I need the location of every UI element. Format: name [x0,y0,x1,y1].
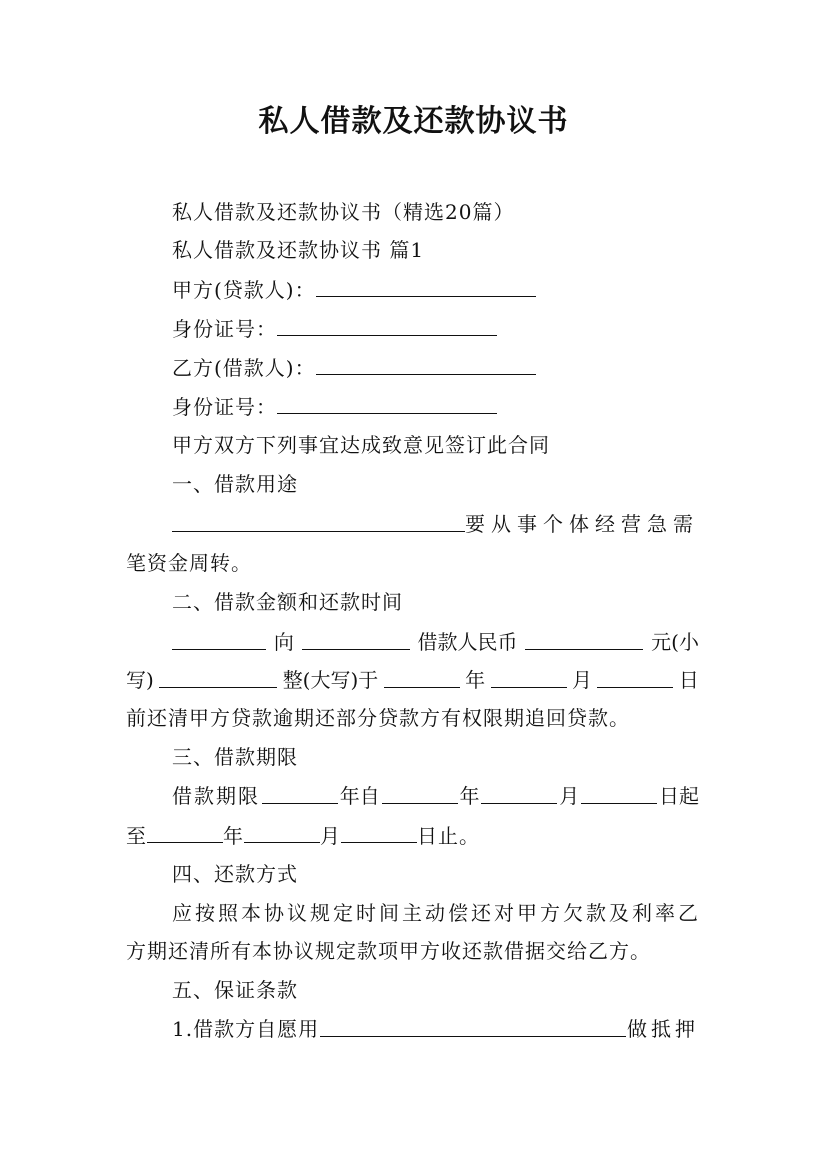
id-b-line [172,391,497,422]
section-2-text-g: 月 [572,668,593,692]
term-years-blank[interactable] [262,781,338,804]
part-label: 私人借款及还款协议书 篇1 [172,238,425,262]
document-subtitle: 私人借款及还款协议书（精选20篇） [172,200,515,224]
repay-year-blank[interactable] [384,665,460,688]
section-5-heading: 五、保证条款 [172,978,298,1002]
end-day-blank[interactable] [341,820,417,843]
section-2-text-c: 元(小 [651,630,699,654]
section-3-line-1 [172,781,699,811]
amount-words-blank[interactable] [159,665,277,688]
document-title: 私人借款及还款协议书 [258,104,569,139]
section-2-text-d: 写) [126,668,154,692]
section-2-text-e: 整(大写)于 [282,668,379,692]
section-4-line-1: 应按照本协议规定时间主动偿还对甲方欠款及利率乙 [172,901,701,925]
section-2-text-h: 日 [678,668,699,692]
section-2-line-2 [126,665,699,695]
section-3-text-b: 年自 [339,784,380,808]
section-3-text-g: 年 [223,824,244,848]
section-2-text-f: 年 [465,668,486,692]
start-day-blank[interactable] [581,781,657,804]
end-month-blank[interactable] [244,820,320,843]
end-year-blank[interactable] [147,820,223,843]
party-a-label: 甲方(贷款人)： [172,278,316,302]
amount-figures-blank[interactable] [525,627,643,650]
start-month-blank[interactable] [481,781,557,804]
id-b-label: 身份证号： [172,395,277,419]
repay-month-blank[interactable] [491,665,567,688]
section-2-text-b: 借款人民币 [417,630,518,654]
party-b-label: 乙方(借款人)： [172,356,316,380]
id-a-label: 身份证号： [172,317,277,341]
section-2-text-a: 向 [273,630,294,654]
repay-day-blank[interactable] [597,665,673,688]
section-2-line-3: 前还清甲方贷款逾期还部分贷款方有权限期追回贷款。 [126,706,630,730]
section-3-text-c: 年 [459,784,480,808]
lender-blank[interactable] [172,627,266,650]
section-5-text-a: 1.借款方自愿用 [172,1017,320,1041]
section-2-heading: 二、借款金额和还款时间 [172,590,403,614]
purpose-blank[interactable] [172,509,465,532]
section-3-text-i: 日止。 [417,824,480,848]
collateral-blank[interactable] [320,1014,626,1037]
section-3-text-e: 日起 [659,784,699,808]
borrower-blank[interactable] [302,627,410,650]
section-4-line-2: 方期还清所有本协议规定款项甲方收还款借据交给乙方。 [126,939,651,963]
section-5-text-b: 做抵押 [627,1017,699,1041]
section-2-line-1 [172,627,699,657]
section-1-heading: 一、借款用途 [172,472,298,496]
party-a-blank[interactable] [316,274,536,297]
id-a-line [172,313,497,344]
id-a-blank[interactable] [277,313,497,336]
party-a-line [172,274,536,305]
section-3-text-a: 借款期限 [172,784,260,808]
agreement-statement: 甲方双方下列事宜达成致意见签订此合同 [172,433,550,457]
section-3-text-h: 月 [320,824,341,848]
section-1-line-1 [172,509,699,539]
section-3-line-2 [126,820,480,851]
start-year-blank[interactable] [382,781,458,804]
party-b-blank[interactable] [316,352,536,375]
id-b-blank[interactable] [277,391,497,414]
section-3-heading: 三、借款期限 [172,745,298,769]
section-3-text-d: 月 [559,784,580,808]
section-1-line-2: 笔资金周转。 [126,551,252,575]
section-4-heading: 四、还款方式 [172,862,298,886]
section-1-text-a: 要从事个体经营急需 [465,512,699,536]
section-3-text-f: 至 [126,824,147,848]
section-5-line-1 [172,1014,699,1044]
party-b-line [172,352,536,383]
